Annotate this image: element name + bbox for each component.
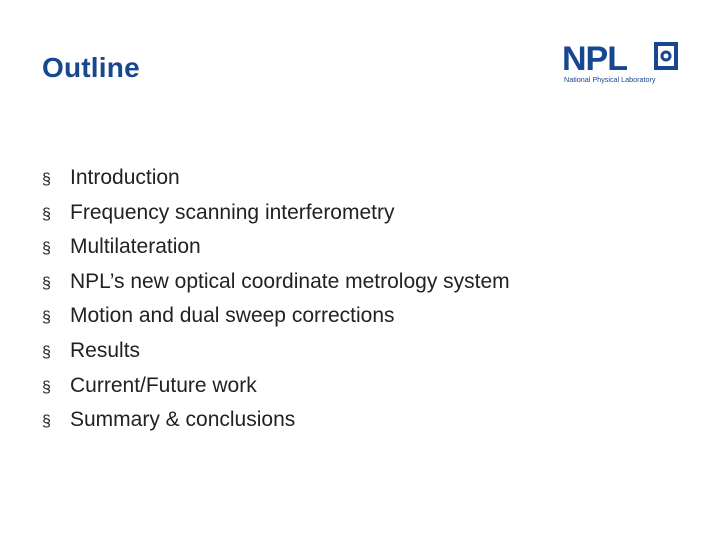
list-item [42,304,510,339]
bullet-icon: § [42,378,51,396]
svg-text:NPL: NPL [562,40,627,78]
list-item [42,235,510,270]
list-item-text: Summary & conclusions [70,408,296,432]
bullet-icon: § [42,343,51,361]
bullet-icon: § [42,309,51,327]
npl-logo [562,40,680,84]
slide-title: Outline [42,52,140,83]
list-item [42,374,510,409]
list-item [42,408,510,443]
list-item-text: NPL’s new optical coordinate metrology system [70,269,510,293]
outline-list [42,166,510,443]
bullet-icon: § [42,413,51,431]
list-item-text: Frequency scanning interferometry [70,200,395,224]
bullet-icon: § [42,274,51,292]
bullet-icon: § [42,171,51,188]
list-item [42,166,510,201]
list-item-text: Motion and dual sweep corrections [70,304,395,328]
list-item [42,270,510,305]
list-item-text: Introduction [70,166,180,189]
list-item [42,201,510,236]
list-item-text: Current/Future work [70,373,257,397]
bullet-icon: § [42,205,51,223]
list-item [42,339,510,374]
list-item-text: Results [70,338,141,362]
svg-text:National Physical Laboratory: National Physical Laboratory [564,75,656,84]
list-item-text: Multilateration [70,235,201,259]
bullet-icon: § [42,240,51,258]
